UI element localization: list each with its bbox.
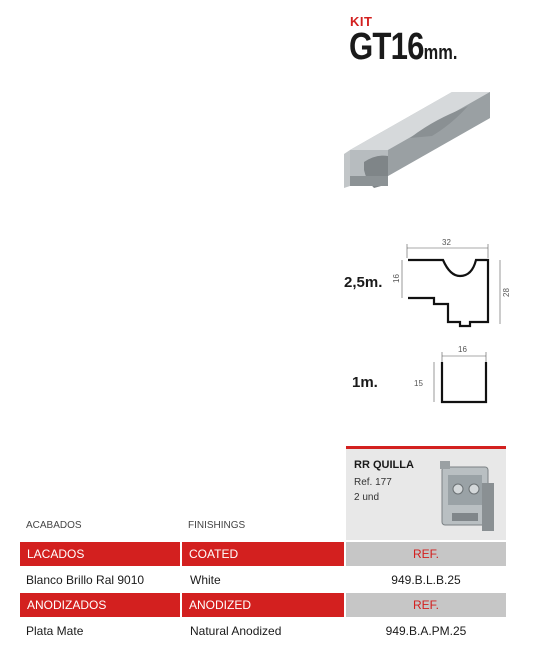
band-anodizados-es: ANODIZADOS	[20, 593, 180, 617]
dim-28: 28	[502, 288, 511, 297]
band-lacados-en: COATED	[182, 542, 344, 566]
item-ref-949-blb: 949.B.L.B.25	[391, 573, 461, 587]
roller-image	[438, 459, 500, 539]
band-anodizados-en: ANODIZED	[182, 593, 344, 617]
model-unit: mm.	[423, 42, 458, 64]
profile-3d-image	[340, 84, 510, 196]
item-blanco-brillo: Blanco Brillo Ral 9010	[26, 573, 145, 587]
channel-dimension-drawing	[410, 340, 510, 410]
product-title	[349, 26, 457, 69]
length-2-5m: 2,5m.	[344, 274, 383, 291]
col-header-acabados: ACABADOS	[26, 520, 82, 531]
card-qty: 2 und	[354, 492, 380, 503]
item-white: White	[190, 573, 221, 587]
dim-16-channel: 16	[458, 345, 467, 354]
kit-label: KIT	[350, 14, 373, 29]
band-lacados-ref: REF.	[346, 542, 506, 566]
model-number: GT16	[349, 26, 424, 68]
length-1m: 1m.	[352, 374, 378, 391]
card-ref: Ref. 177	[354, 477, 392, 488]
item-plata-mate: Plata Mate	[26, 624, 84, 638]
band-anodizados	[0, 593, 546, 617]
band-anodizados-ref: REF.	[346, 593, 506, 617]
track-dimension-drawing	[388, 234, 518, 334]
product-card-rr-quilla	[346, 446, 506, 540]
item-ref-949-bapm: 949.B.A.PM.25	[385, 624, 467, 638]
dim-32: 32	[442, 238, 451, 247]
band-lacados-es: LACADOS	[20, 542, 180, 566]
card-title: RR QUILLA	[354, 459, 414, 471]
dim-15: 15	[414, 379, 423, 388]
col-header-finishings: FINISHINGS	[188, 520, 246, 531]
band-lacados	[0, 542, 546, 566]
dim-16-top: 16	[392, 274, 401, 283]
item-natural-anodized: Natural Anodized	[190, 624, 282, 638]
